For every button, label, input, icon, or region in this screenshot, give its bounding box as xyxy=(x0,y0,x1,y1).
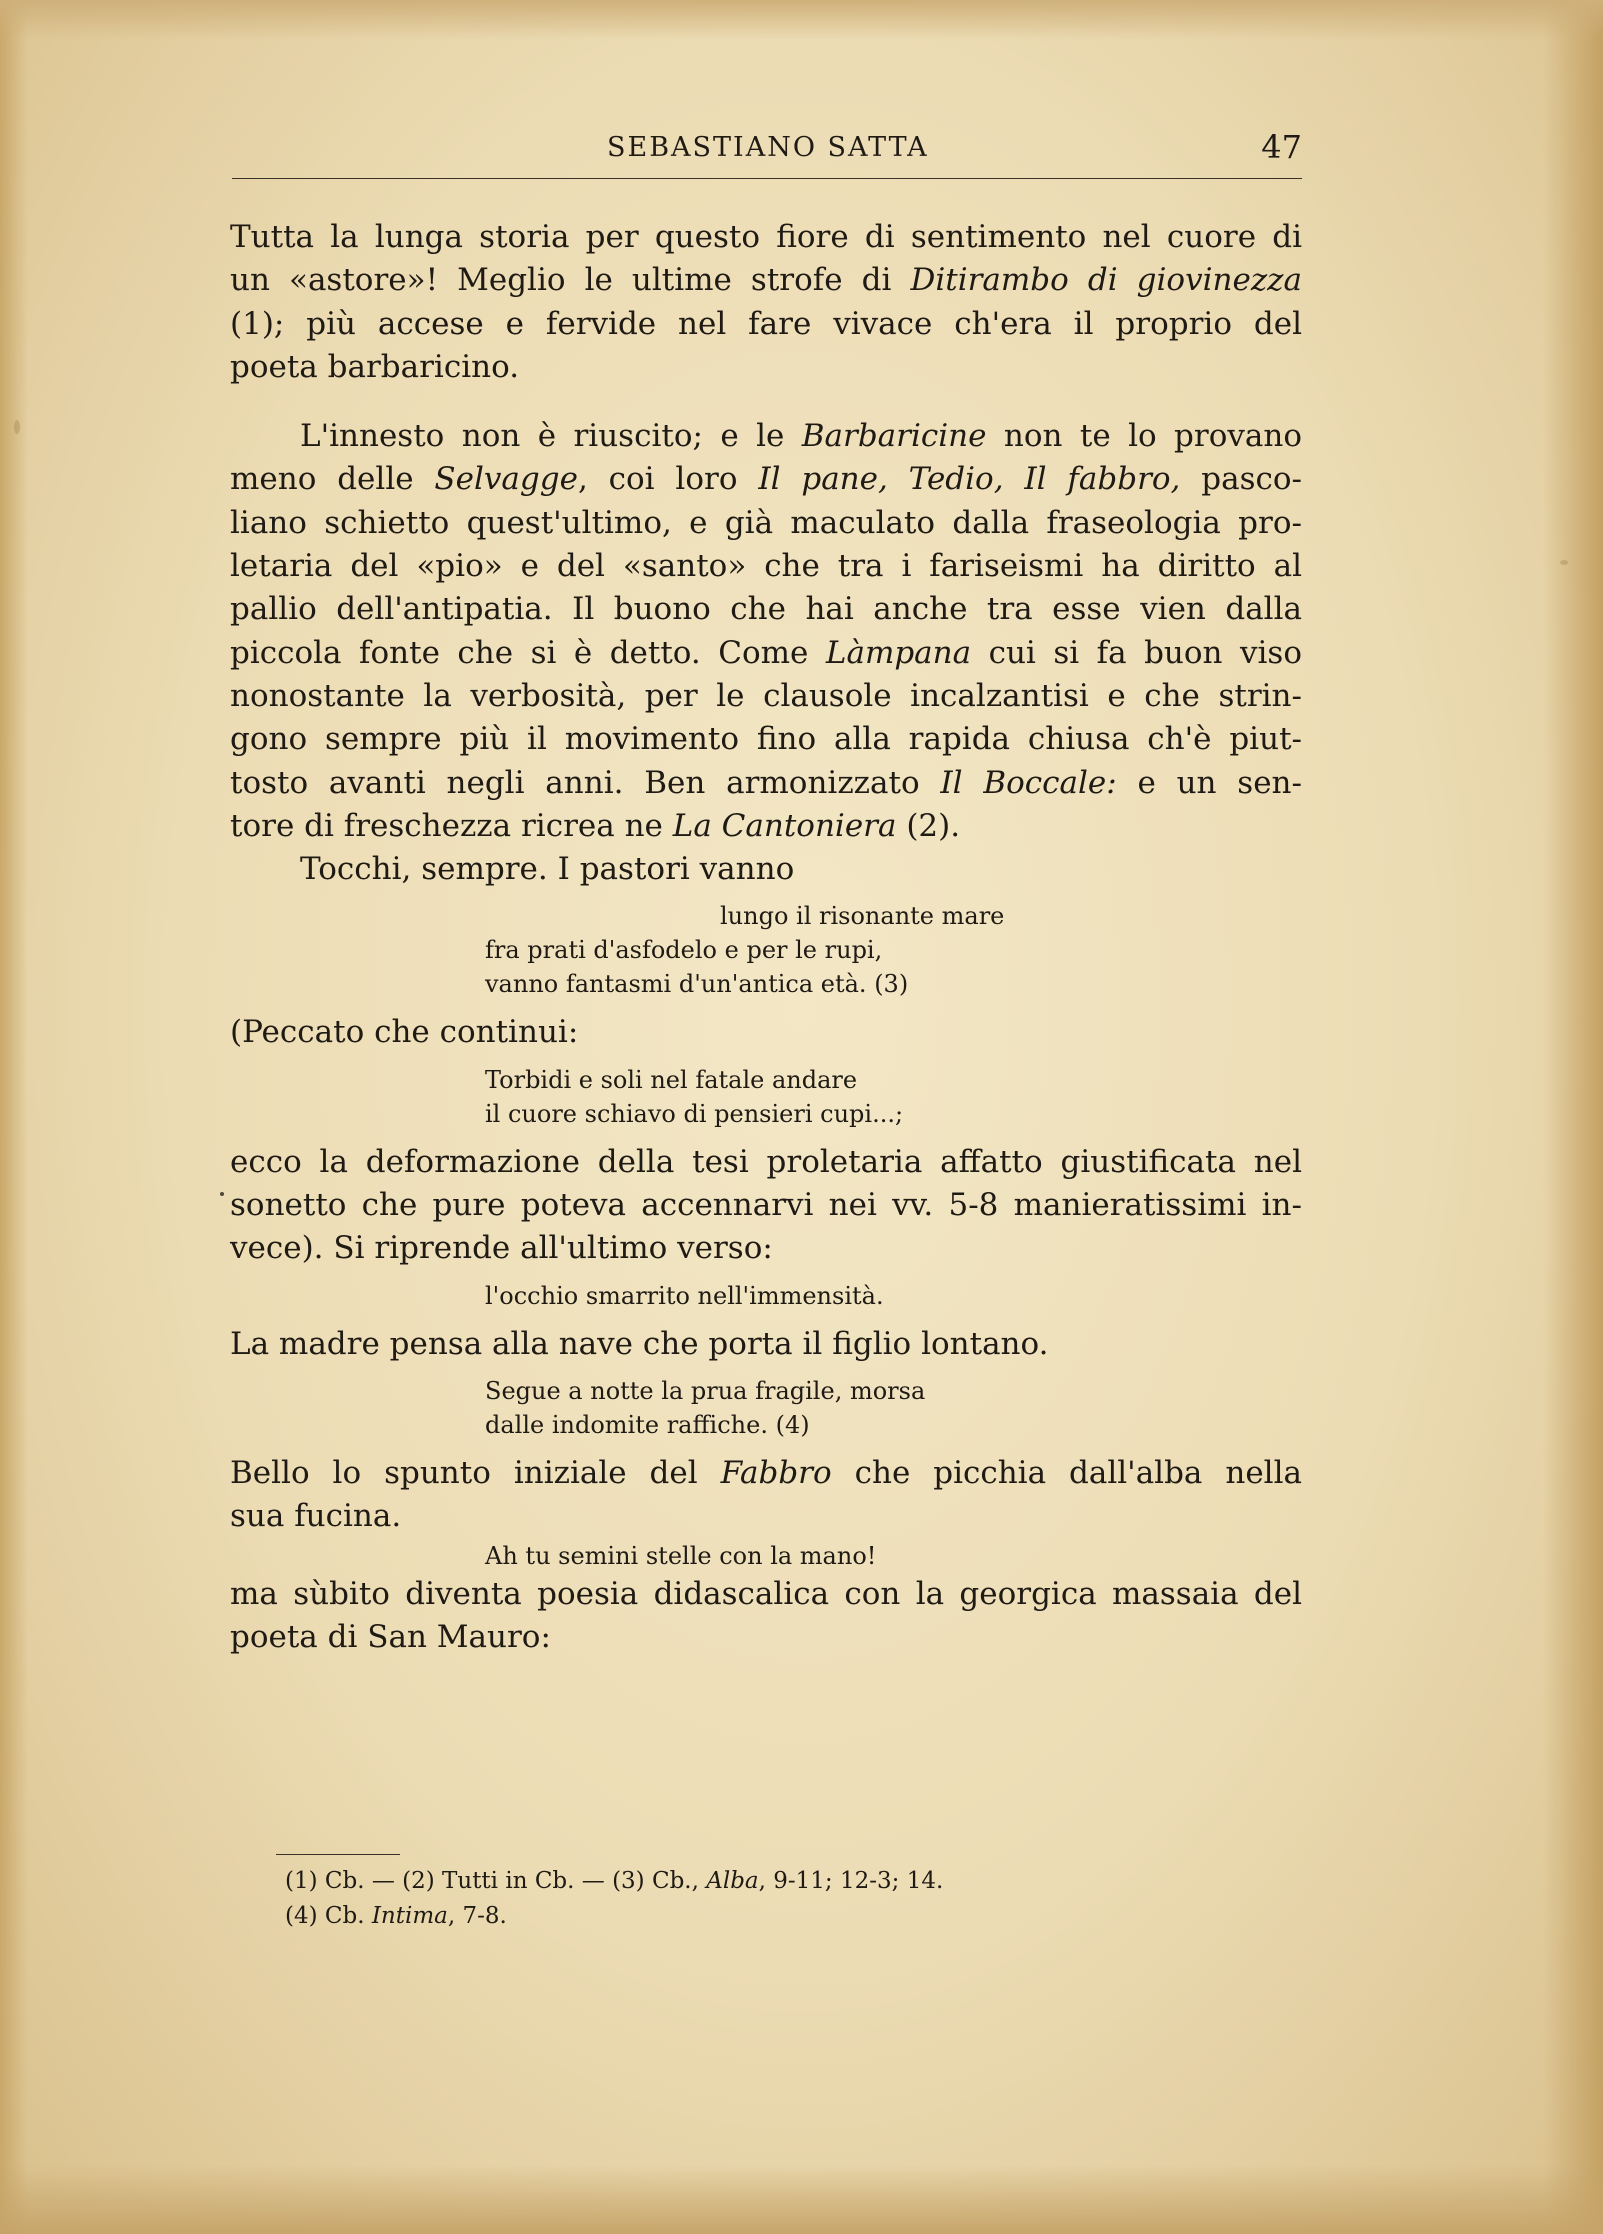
work-title: Fabbro xyxy=(720,1454,832,1491)
text-line-content: poeta barbaricino. xyxy=(230,348,520,385)
page-edge-bottom xyxy=(0,2164,1603,2234)
text-run: meno delle xyxy=(230,461,435,498)
text-run: (1) Cb. — (2) Tutti in Cb. — (3) Cb., xyxy=(285,1868,707,1894)
work-title: Alba xyxy=(706,1868,759,1894)
text-run: tosto avanti negli anni. Ben armonizzato xyxy=(230,764,941,801)
text-line: ma sùbito diventa poesia didascalica con la georgica massaia del xyxy=(230,1575,1302,1612)
verse-quote-4 xyxy=(230,1374,1302,1442)
footnote-line xyxy=(285,1899,943,1934)
work-title: Intima xyxy=(371,1903,448,1929)
footnote-line xyxy=(285,1864,943,1899)
work-title: Il pane, Tedio, Il fabbro, xyxy=(758,461,1181,498)
text-line: gono sempre più il movimento fino alla rapida chiusa ch'è piut- xyxy=(230,721,1302,758)
text-line: poeta di San Mauro: xyxy=(230,1618,551,1655)
verse-line: dalle indomite raffiche. (4) xyxy=(485,1410,810,1439)
page-number: 47 xyxy=(1261,128,1302,166)
running-header xyxy=(232,128,1302,174)
work-title: Ditirambo di giovinezza xyxy=(910,262,1302,299)
text-run: un «astore»! Meglio le ultime strofe di xyxy=(230,262,911,299)
text-line xyxy=(230,762,1302,805)
text-line: sonetto che pure poteva accennarvi nei vv. 5-8 manieratissimi in- xyxy=(230,1187,1302,1224)
text-line: pallio dell'antipatia. Il buono che hai anche tra esse vien dalla xyxy=(230,591,1302,628)
running-head-title: SEBASTIANO SATTA xyxy=(607,132,929,163)
paper-speck xyxy=(1560,560,1568,565)
text-line: (Peccato che continui: xyxy=(230,1014,579,1051)
verse-quote-5 xyxy=(230,1539,1302,1573)
verse-line: l'occhio smarrito nell'immensità. xyxy=(485,1281,884,1310)
text-run: Bello lo spunto iniziale del xyxy=(230,1454,721,1491)
paragraph-gap xyxy=(230,389,1302,415)
text-line: sua fucina. xyxy=(230,1498,402,1535)
text-line: La madre pensa alla nave che porta il figlio lontano. xyxy=(230,1325,1049,1362)
verse-quote-1 xyxy=(230,899,1302,1001)
paragraph-3 xyxy=(230,848,1302,891)
text-run: tore di freschezza ricrea ne xyxy=(230,807,673,844)
text-run: L'innesto non è riuscito; e le xyxy=(300,418,802,455)
verse-line: Ah tu semini stelle con la mano! xyxy=(485,1541,877,1570)
text-line: nonostante la verbosità, per le clausole incalzantisi e che strin- xyxy=(230,677,1302,714)
text-line xyxy=(230,632,1302,675)
text-run: , 9-11; 12-3; 14. xyxy=(758,1868,944,1894)
work-title: La Cantoniera xyxy=(672,807,897,844)
paragraph-4 xyxy=(230,1011,1302,1054)
paragraph-6 xyxy=(230,1323,1302,1366)
paragraph-8 xyxy=(230,1573,1302,1660)
page-edge-left xyxy=(0,0,28,2234)
text-line xyxy=(230,458,1302,501)
text-line xyxy=(230,415,1302,458)
text-line xyxy=(230,303,1302,346)
text-line: ecco la deformazione della tesi proletaria affatto giustificata nel xyxy=(230,1143,1302,1180)
text-line: letaria del «pio» e del «santo» che tra i fariseismi ha diritto al xyxy=(230,548,1302,585)
text-run: che picchia dall'alba nella xyxy=(831,1454,1302,1491)
page-edge-top xyxy=(0,0,1603,40)
text-run: , 7-8. xyxy=(447,1903,507,1929)
text-line xyxy=(230,346,1302,389)
paragraph-7 xyxy=(230,1452,1302,1539)
body-text xyxy=(230,216,1302,1659)
text-line-content xyxy=(230,262,1302,298)
verse-quote-3 xyxy=(230,1279,1302,1313)
text-line-content: (1); più accese e fervide nel fare vivace ch'era il proprio del xyxy=(230,305,1302,342)
work-title: Il Boccale: xyxy=(940,764,1117,801)
text-run: e un sen- xyxy=(1116,764,1302,801)
text-line-content: Tutta la lunga storia per questo fiore di sentimento nel cuore di xyxy=(230,219,1302,255)
text-run: (2). xyxy=(896,807,961,844)
paper-speck xyxy=(220,1192,224,1196)
text-run: piccola fonte che si è detto. Come xyxy=(230,634,826,671)
paragraph-2 xyxy=(230,415,1302,848)
verse-line: Segue a notte la prua fragile, morsa xyxy=(485,1376,926,1405)
verse-line: il cuore schiavo di pensieri cupi...; xyxy=(485,1099,904,1128)
text-run: non te lo provano xyxy=(986,418,1302,455)
paragraph-1 xyxy=(230,216,1302,389)
verse-line: fra prati d'asfodelo e per le rupi, xyxy=(485,936,883,965)
work-title: Làmpana xyxy=(825,634,972,671)
work-title: Selvagge xyxy=(434,461,578,498)
verse-quote-2 xyxy=(230,1063,1302,1131)
text-run: (4) Cb. xyxy=(285,1903,372,1929)
text-line xyxy=(230,805,1302,848)
text-line xyxy=(230,1452,1302,1495)
paper-speck xyxy=(14,420,20,434)
work-title: Barbaricine xyxy=(801,418,987,455)
verse-line: Torbidi e soli nel fatale andare xyxy=(485,1065,858,1094)
footnotes xyxy=(285,1864,943,1934)
text-run: , coi loro xyxy=(577,461,759,498)
header-rule xyxy=(232,178,1302,179)
text-run: cui si fa buon viso xyxy=(971,634,1302,671)
text-run: pasco- xyxy=(1180,461,1302,498)
paragraph-5 xyxy=(230,1141,1302,1271)
text-line: liano schietto quest'ultimo, e già maculato dalla fraseologia pro- xyxy=(230,504,1302,541)
text-line: vece). Si riprende all'ultimo verso: xyxy=(230,1230,773,1267)
footnote-rule xyxy=(276,1854,400,1855)
page-edge-right xyxy=(1543,0,1603,2234)
text-line xyxy=(230,216,1302,259)
verse-line: vanno fantasmi d'un'antica età. (3) xyxy=(485,970,909,999)
text-line: Tocchi, sempre. I pastori vanno xyxy=(300,851,795,888)
verse-line: lungo il risonante mare xyxy=(720,902,1005,931)
text-line xyxy=(230,259,1302,302)
